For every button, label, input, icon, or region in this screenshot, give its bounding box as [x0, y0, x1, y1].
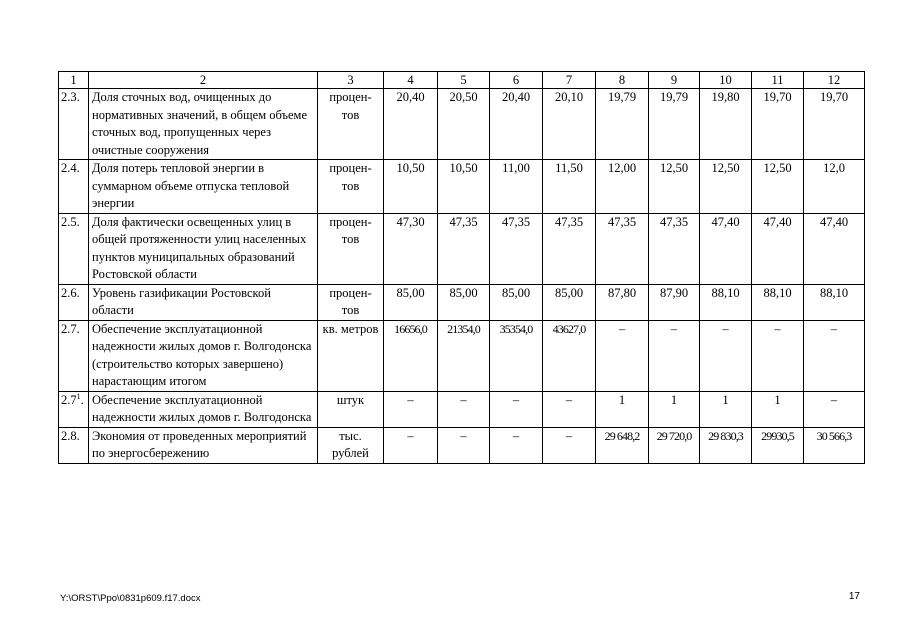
column-header: 12 [804, 72, 865, 89]
value-cell: 16656,0 [384, 320, 438, 391]
value-cell: – [384, 391, 438, 427]
row-number-text: 2.4. [61, 161, 80, 175]
value-cell: 87,80 [596, 284, 649, 320]
value-cell: – [490, 427, 543, 463]
unit-of-measure: тыс. рублей [318, 427, 384, 463]
indicators-table [58, 71, 865, 464]
column-header: 1 [59, 72, 89, 89]
value-cell: 35354,0 [490, 320, 543, 391]
value-cell: 1 [596, 391, 649, 427]
indicator-name: Экономия от проведенных мероприятий по энергосбережению [89, 427, 318, 463]
indicator-name: Доля фактически освещенных улиц в общей протяженности улиц населенных пунктов муниципальных образований Ростовской области [89, 213, 318, 284]
row-number-text: 2.5. [61, 214, 80, 229]
value-cell: – [596, 320, 649, 391]
value-cell: 47,35 [438, 213, 490, 284]
column-header: 7 [543, 72, 596, 89]
indicator-name: Обеспечение эксплуатационной надежности жилых домов г. Волгодонска [89, 391, 318, 427]
table-row [59, 427, 865, 463]
value-cell: 10,50 [438, 160, 490, 214]
value-cell: – [543, 427, 596, 463]
row-number [59, 213, 89, 284]
table-row [59, 320, 865, 391]
value-cell: 88,10 [804, 284, 865, 320]
row-number-text: 2.7. [61, 321, 80, 336]
unit-of-measure: процен- тов [318, 213, 384, 284]
value-cell: 1 [700, 391, 752, 427]
unit-of-measure: процен- тов [318, 284, 384, 320]
value-cell: 85,00 [438, 284, 490, 320]
row-number [59, 427, 89, 463]
table-row [59, 160, 865, 214]
value-cell: 12,50 [752, 160, 804, 214]
value-cell: 12,50 [649, 160, 700, 214]
unit-of-measure: кв. метров [318, 320, 384, 391]
row-number [59, 284, 89, 320]
column-header: 11 [752, 72, 804, 89]
column-header: 3 [318, 72, 384, 89]
footer-file-path: Y:\ORST\Ppo\0831p609.f17.docx [60, 593, 201, 604]
table-row [59, 284, 865, 320]
value-cell: 88,10 [700, 284, 752, 320]
header-row [59, 72, 865, 89]
row-number-text: 2.8. [61, 428, 80, 443]
table-row [59, 213, 865, 284]
row-number-suffix: . [80, 392, 84, 407]
value-cell: 12,50 [700, 160, 752, 214]
value-cell: 29 720,0 [649, 427, 700, 463]
unit-of-measure: процен- тов [318, 89, 384, 160]
value-cell: 85,00 [384, 284, 438, 320]
value-cell: 87,90 [649, 284, 700, 320]
value-cell: 12,0 [804, 160, 865, 214]
value-cell: 85,00 [543, 284, 596, 320]
value-cell: 12,00 [596, 160, 649, 214]
value-cell: 20,40 [490, 89, 543, 160]
column-header: 5 [438, 72, 490, 89]
value-cell: – [543, 391, 596, 427]
value-cell: 47,40 [804, 213, 865, 284]
row-number-text: 2.7 [61, 392, 77, 407]
value-cell: 1 [752, 391, 804, 427]
column-header: 2 [89, 72, 318, 89]
value-cell: – [700, 320, 752, 391]
value-cell: – [438, 427, 490, 463]
value-cell: 19,79 [596, 89, 649, 160]
value-cell: – [490, 391, 543, 427]
value-cell: – [649, 320, 700, 391]
value-cell: – [804, 320, 865, 391]
value-cell: 88,10 [752, 284, 804, 320]
value-cell: 19,70 [752, 89, 804, 160]
value-cell: 29930,5 [752, 427, 804, 463]
indicator-name: Доля потерь тепловой энергии в суммарном объеме отпуска тепловой энергии [89, 160, 318, 214]
value-cell: 47,30 [384, 213, 438, 284]
value-cell: – [384, 427, 438, 463]
unit-of-measure: штук [318, 391, 384, 427]
value-cell: 47,35 [649, 213, 700, 284]
footer-page-number: 17 [848, 591, 860, 602]
value-cell: 47,35 [490, 213, 543, 284]
indicator-name: Уровень газификации Ростовской области [89, 284, 318, 320]
row-number [59, 160, 89, 214]
unit-of-measure: процен- тов [318, 160, 384, 214]
value-cell: 47,40 [752, 213, 804, 284]
indicator-name: Доля сточных вод, очищенных до нормативных значений, в общем объеме сточных вод, пропущенных через очистные сооружения [89, 89, 318, 160]
value-cell: 29 830,3 [700, 427, 752, 463]
value-cell: – [438, 391, 490, 427]
column-header: 6 [490, 72, 543, 89]
value-cell: 10,50 [384, 160, 438, 214]
value-cell: – [804, 391, 865, 427]
value-cell: 47,40 [700, 213, 752, 284]
row-number-text: 2.3. [61, 90, 80, 104]
value-cell: 11,50 [543, 160, 596, 214]
table-row [59, 391, 865, 427]
column-header: 9 [649, 72, 700, 89]
value-cell: 85,00 [490, 284, 543, 320]
row-number [59, 89, 89, 160]
row-number [59, 391, 89, 427]
value-cell: 20,40 [384, 89, 438, 160]
column-header: 10 [700, 72, 752, 89]
value-cell: – [752, 320, 804, 391]
value-cell: 21354,0 [438, 320, 490, 391]
value-cell: 19,80 [700, 89, 752, 160]
row-number-text: 2.6. [61, 285, 80, 300]
value-cell: 47,35 [543, 213, 596, 284]
value-cell: 43627,0 [543, 320, 596, 391]
column-header: 8 [596, 72, 649, 89]
column-header: 4 [384, 72, 438, 89]
table-row [59, 89, 865, 160]
value-cell: 11,00 [490, 160, 543, 214]
value-cell: 19,70 [804, 89, 865, 160]
value-cell: 29 648,2 [596, 427, 649, 463]
indicator-name: Обеспечение эксплуатационной надежности жилых домов г. Волгодонска (строительство которых завершено) нарастающим итогом [89, 320, 318, 391]
value-cell: 30 566,3 [804, 427, 865, 463]
value-cell: 20,50 [438, 89, 490, 160]
value-cell: 19,79 [649, 89, 700, 160]
row-number [59, 320, 89, 391]
value-cell: 20,10 [543, 89, 596, 160]
row-number-superscript: 1 [76, 391, 81, 401]
value-cell: 47,35 [596, 213, 649, 284]
value-cell: 1 [649, 391, 700, 427]
